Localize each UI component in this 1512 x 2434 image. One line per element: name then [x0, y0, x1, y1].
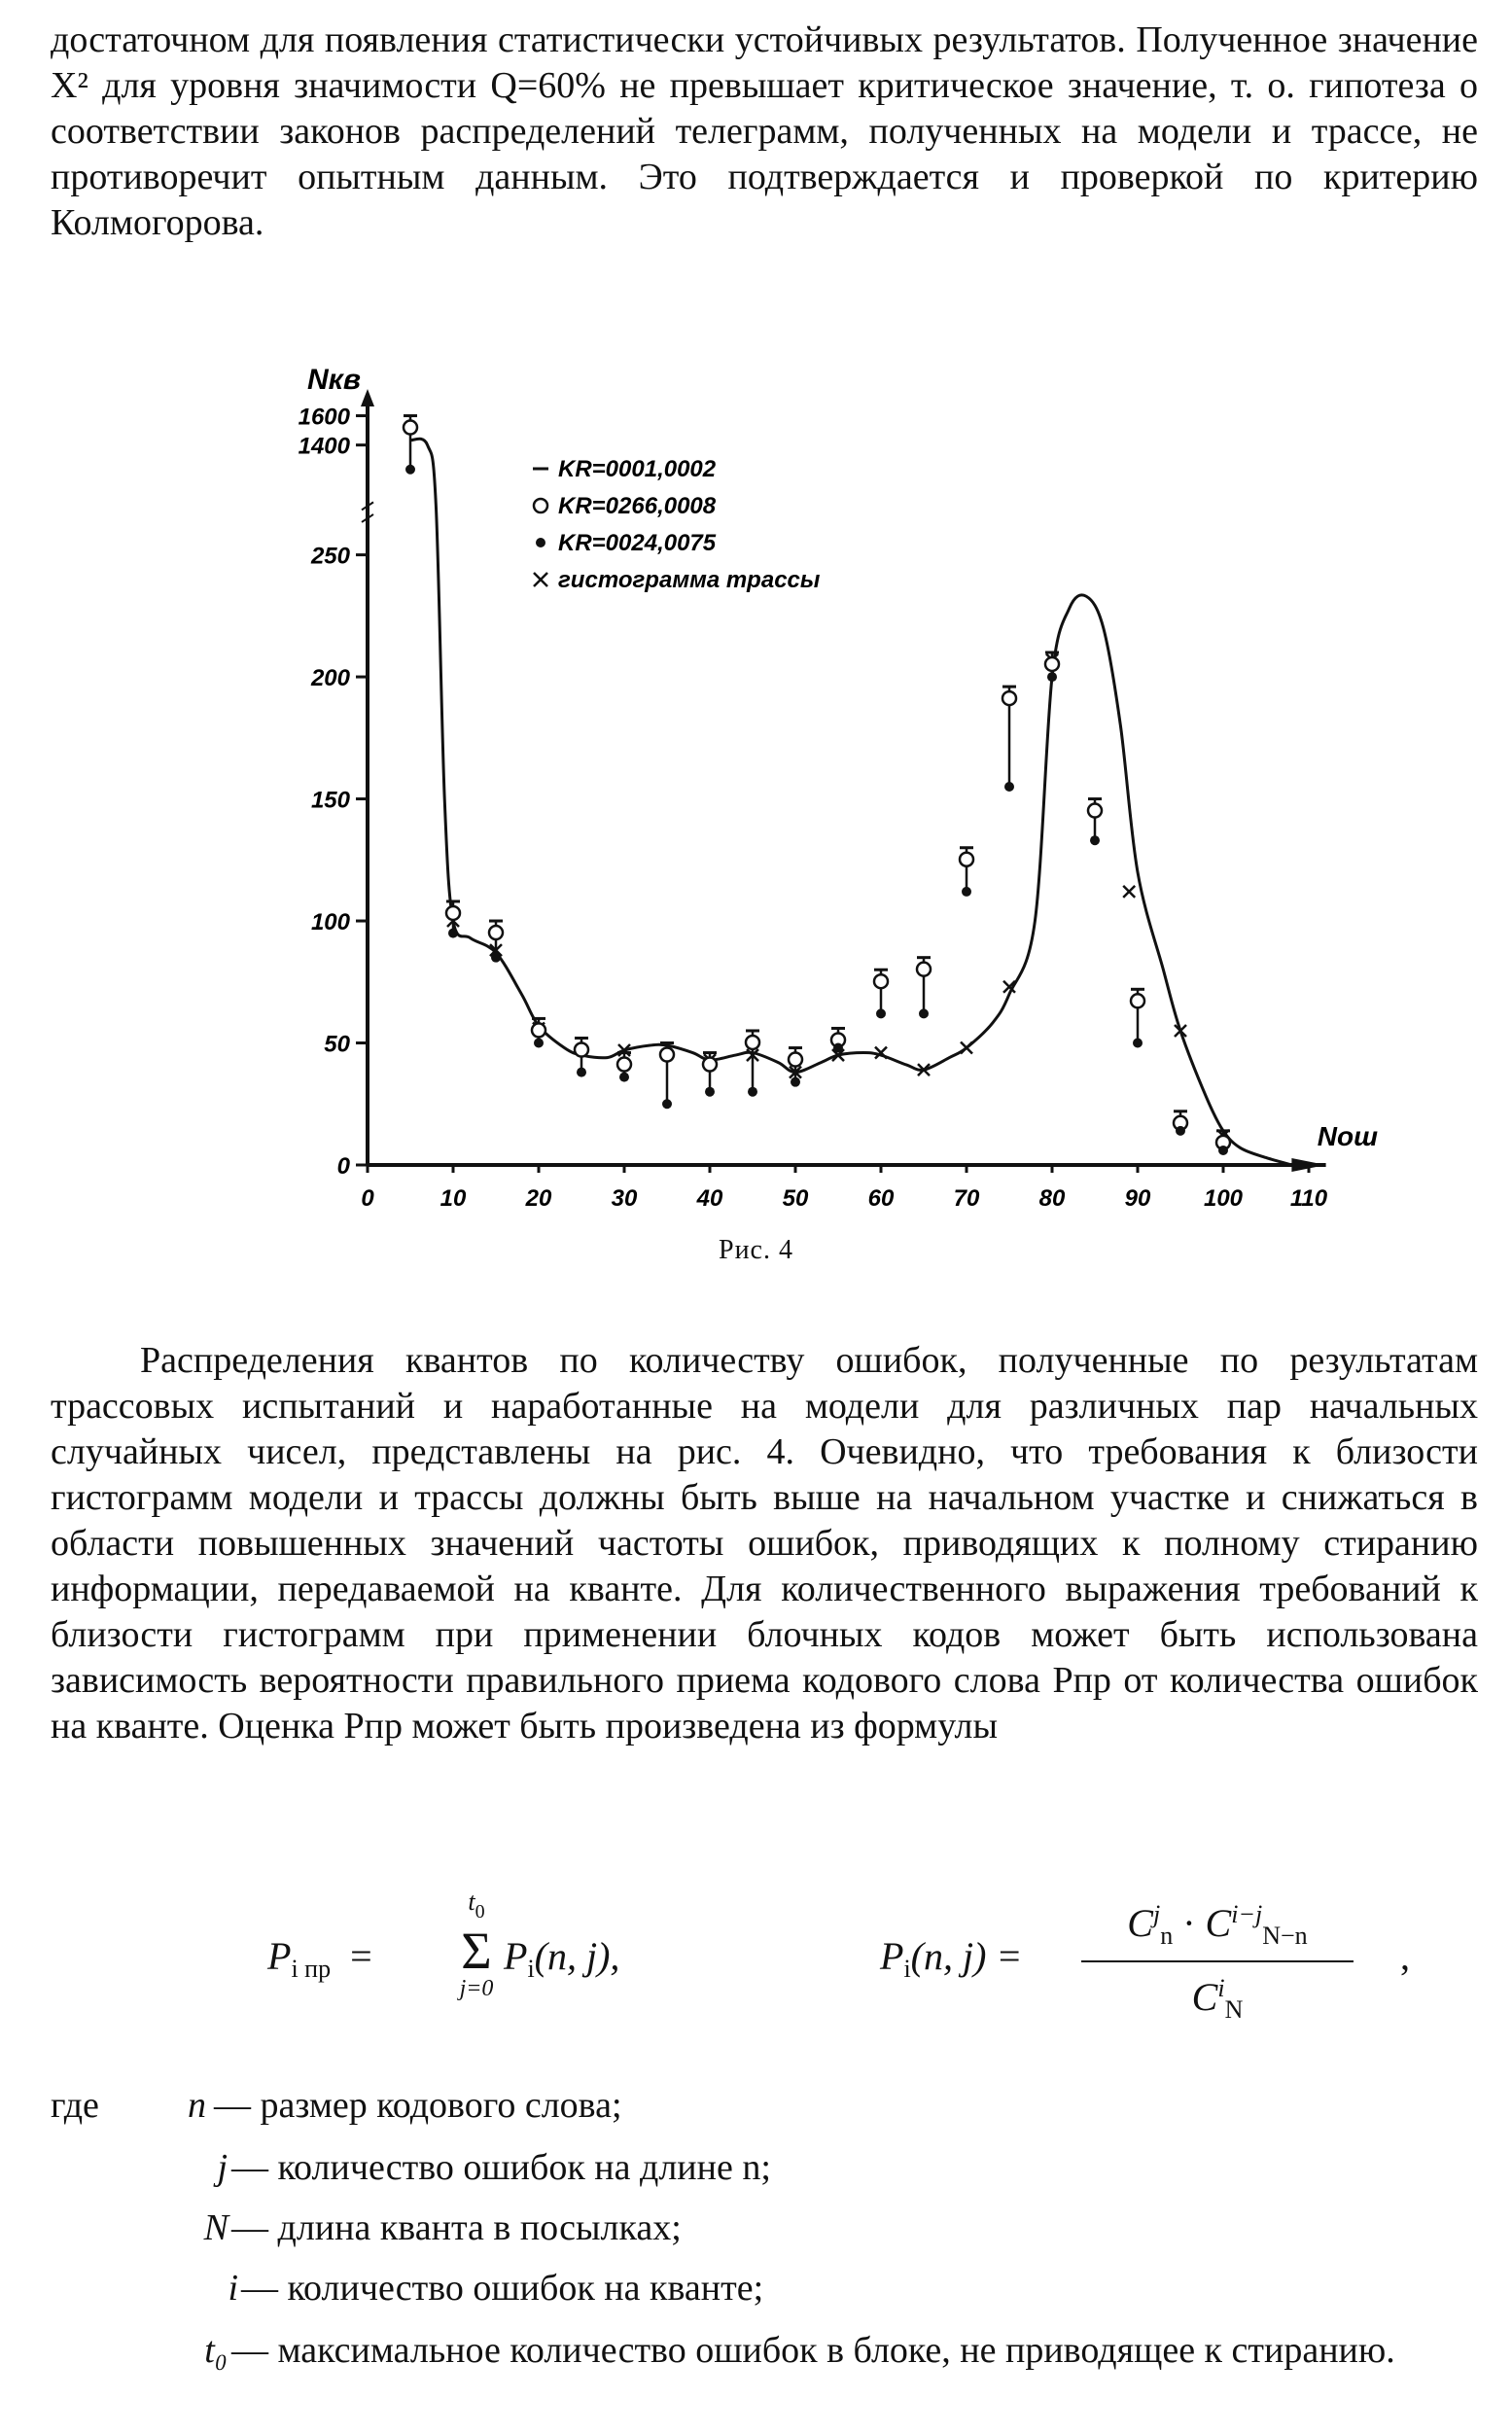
- paragraph-intro: достаточном для появления статистически устойчивых результатов. Полученное значение X² для уровня значимости Q=60% не превышает критическое значение, т. о. гипотеза о соответствии законов распределений телеграмм, полученных на модели и трассе, не противоречит опытным данным. Это подтверждается и проверкой по критерию Колмогорова.: [51, 19, 1478, 243]
- definitions-lead: где: [51, 2085, 99, 2126]
- y-axis-label: Nкв: [307, 364, 361, 396]
- model-circle-marker: [489, 926, 503, 939]
- model-circle-marker: [917, 963, 931, 976]
- x-tick-label: 100: [1203, 1185, 1244, 1212]
- formula-row: [0, 1887, 1512, 2032]
- model-circle-marker: [789, 1053, 802, 1067]
- trace-histogram-curve: [410, 439, 1291, 1165]
- model-dot-marker: [1176, 1126, 1185, 1136]
- model-dot-marker: [748, 1087, 757, 1097]
- model-circle-marker: [1045, 657, 1059, 671]
- model-dot-marker: [962, 887, 971, 897]
- model-dot-marker: [791, 1077, 800, 1087]
- formula-1-term: $P_i(n$, j),: [504, 1934, 620, 1983]
- legend-label: гистограмма трассы: [558, 567, 821, 593]
- model-circle-marker: [746, 1036, 759, 1049]
- model-circle-marker: [404, 421, 417, 435]
- x-tick-label: 30: [611, 1185, 638, 1212]
- y-tick-label: 1600: [298, 404, 350, 431]
- model-circle-marker: [1002, 691, 1016, 705]
- y-tick-label: 100: [310, 909, 350, 936]
- model-dot-marker: [1133, 1039, 1143, 1048]
- model-dot-marker: [1218, 1146, 1228, 1155]
- y-tick-label: 250: [310, 543, 350, 570]
- error-distribution-chart: [292, 360, 1379, 1216]
- legend-marker-cross: [534, 573, 547, 586]
- y-tick-label: 50: [324, 1031, 350, 1058]
- trace-curve-group: [410, 439, 1291, 1165]
- legend-label: KR=0001,0002: [558, 456, 717, 482]
- y-tick-label: 0: [336, 1153, 350, 1180]
- model-circle-marker: [617, 1058, 631, 1072]
- formula-1-sum: $t_0$ Σ j=0: [459, 1887, 494, 2001]
- model-circle-marker: [446, 906, 460, 920]
- model-circle-marker: [703, 1058, 717, 1072]
- legend-marker-dot: [536, 538, 545, 547]
- formula-2-lhs: $P_i(n$, j) =: [880, 1934, 1023, 1983]
- model-dot-marker: [577, 1068, 586, 1077]
- legend-label: KR=0024,0075: [558, 530, 717, 556]
- model-dot-marker: [876, 1008, 886, 1018]
- trace-marker-cross: [1123, 886, 1135, 898]
- paragraph-main: Распределения квантов по количеству ошибок, полученные по результатам трассовых испытаний и наработанные на модели для различных пар начальных случайных чисел, представлены на рис. 4. Очевидно, что требования к близости гистограмм модели и трассы должны быть выше на начальном участке и снижаться в области повышенных значений частоты ошибок, приводящих к полному стиранию информации, передаваемой на кванте. Для количественного выражения требований к близости гистограмм при применении блочных кодов может быть использована зависимость вероятности правильного приема кодового слова Pпр от количества ошибок на кванте. Оценка Pпр может быть произведена из формулы: [51, 1340, 1478, 1746]
- model-dot-marker: [1090, 835, 1100, 845]
- chart-legend: [533, 456, 821, 593]
- model-dot-marker: [919, 1008, 929, 1018]
- x-tick-label: 0: [361, 1185, 374, 1212]
- x-tick-label: 40: [696, 1185, 723, 1212]
- model-dot-marker: [448, 929, 458, 938]
- legend-label: KR=0266,0008: [558, 493, 717, 519]
- formula-2-comma: ,: [1400, 1934, 1410, 1978]
- model-dot-marker: [833, 1043, 843, 1053]
- model-dot-marker: [1047, 672, 1057, 682]
- model-circle-marker: [960, 853, 973, 866]
- model-dot-marker: [491, 953, 501, 963]
- model-dot-marker: [619, 1073, 629, 1082]
- y-ticks: [299, 405, 373, 1180]
- figure-caption: Рис. 4: [719, 1235, 793, 1265]
- x-tick-label: 10: [440, 1185, 467, 1212]
- y-tick-label: 200: [310, 665, 350, 692]
- model-circle-marker: [660, 1048, 674, 1062]
- model-circle-marker: [532, 1023, 545, 1037]
- y-tick-label: 1400: [298, 433, 350, 460]
- x-tick-label: 60: [867, 1185, 895, 1212]
- x-tick-label: 70: [953, 1185, 980, 1212]
- formula-2-fraction: $C^j_n \cdot C^{i-j}_{N-n}$ $C^i_N$: [1081, 1900, 1354, 2025]
- formula-1-lhs: $P_{i пр}$ =: [267, 1934, 372, 1983]
- figure-4: [292, 360, 1379, 1216]
- model-dot-marker: [705, 1087, 715, 1097]
- model-circle-marker: [874, 974, 888, 988]
- model-circle-marker: [1131, 994, 1144, 1007]
- model-circle-marker: [1088, 804, 1102, 818]
- legend-marker-circle: [534, 499, 547, 512]
- model-dot-marker: [662, 1099, 672, 1109]
- x-axis-label: Nош: [1317, 1121, 1379, 1151]
- trace-marker-cross: [961, 1042, 972, 1054]
- x-tick-label: 20: [525, 1185, 552, 1212]
- model-circle-marker: [575, 1042, 588, 1056]
- x-tick-label: 50: [782, 1185, 809, 1212]
- x-tick-label: 90: [1124, 1185, 1151, 1212]
- model-dot-marker: [534, 1039, 544, 1048]
- y-axis-arrow: [361, 389, 374, 406]
- x-ticks: [361, 1165, 1327, 1212]
- model-points-group: [404, 416, 1230, 1155]
- x-tick-label: 110: [1289, 1185, 1328, 1212]
- y-tick-label: 150: [310, 787, 350, 814]
- x-tick-label: 80: [1038, 1185, 1066, 1212]
- model-dot-marker: [1004, 782, 1014, 792]
- model-dot-marker: [405, 465, 415, 475]
